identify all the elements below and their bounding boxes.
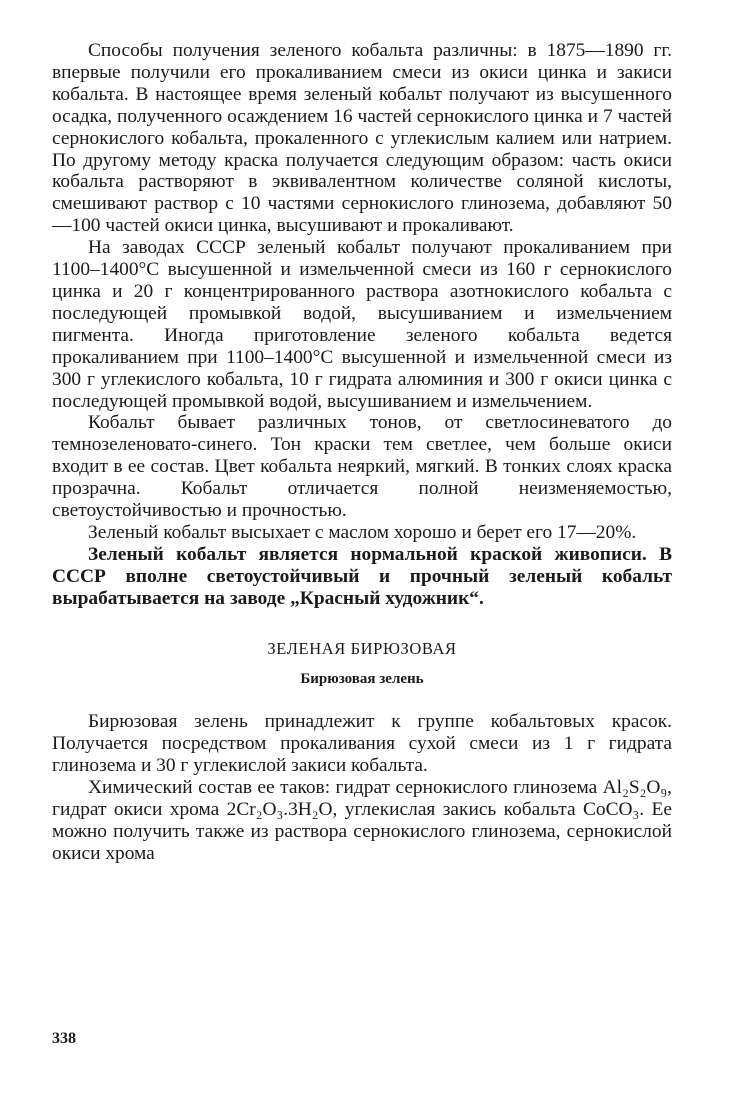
paragraph-normal-paint: Зеленый кобальт является нормальной краской живописи. В СССР вполне светоустойчивый и прочный зеленый кобальт вырабатывается на заводе „Красный художник“. [52, 543, 672, 609]
paragraph-chemical-composition [52, 777, 672, 865]
formula-alumina-sulfate: Al₂S₂O₉ [602, 777, 668, 799]
composition-text-1: Химический состав ее таков: гидрат сернокислого глинозема [88, 777, 603, 799]
composition-text-4: . Ее можно получить также из раствора сернокислого глинозема, сернокислой окиси хрома [52, 799, 672, 864]
subsection-title: Бирюзовая зелень [300, 671, 424, 688]
page-number: 338 [52, 1030, 76, 1047]
page-content [52, 40, 672, 865]
formula-chromium-oxide-hydrate: 2Cr₂O₃.3H₂O [226, 799, 333, 820]
formula-cobalt-carbonate: CoCO₃ [582, 799, 640, 820]
paragraph-methods: Способы получения зеленого кобальта различны: в 1875—1890 гг. впервые получили его прокаливанием смеси из окиси цинка и закиси кобальта. В настоящее время зеленый кобальт получают из высушенного осадка, полученного осаждением 16 частей сернокислого цинка и 7 частей сернокислого кобальта, прокаленного с углекислым калием или натрием. По другому методу краска получается следующим образом: часть окиси кобальта растворяют в эквивалентном количестве соляной кислоты, смешивают раствор с 10 частями сернокислого глинозема, добавляют 50—100 частей окиси цинка, высушивают и прокаливают. [52, 40, 672, 237]
paragraph-ussr-production: На заводах СССР зеленый кобальт получают прокаливанием при 1100–1400°С высушенной и измельченной смеси из 160 г сернокислого цинка и 20 г концентрированного раствора азотнокислого кобальта с последующей промывкой водой, высушиванием и измельчением пигмента. Иногда приготовление зеленого кобальта ведется прокаливанием при 1100–1400°С высушенной и измельченной смеси из 300 г углекислого кобальта, 10 г гидрата алюминия и 300 г окиси цинка с последующей промывкой водой, высушиванием и измельчением. [52, 237, 672, 412]
composition-text-3: , углекислая закись кобальта [332, 799, 583, 820]
section-title: ЗЕЛЕНАЯ БИРЮЗОВАЯ [267, 638, 457, 658]
paragraph-turquoise-intro: Бирюзовая зелень принадлежит к группе кобальтовых красок. Получается посредством прокаливания сухой смеси из 1 г гидрата глинозема и 30 г углекислой закиси кобальта. [52, 711, 672, 777]
paragraph-tones: Кобальт бывает различных тонов, от светлосиневатого до темнозеленовато-синего. Тон краски тем светлее, чем больше окиси входит в ее состав. Цвет кобальта неяркий, мягкий. В тонких слоях краска прозрачна. Кобальт отличается полной неизменяемостью, светоустойчивостью и прочностью. [52, 412, 672, 522]
composition-text-2: , гидрат окиси хрома [52, 777, 672, 820]
paragraph-oil-absorption: Зеленый кобальт высыхает с маслом хорошо и берет его 17—20%. [88, 521, 637, 543]
